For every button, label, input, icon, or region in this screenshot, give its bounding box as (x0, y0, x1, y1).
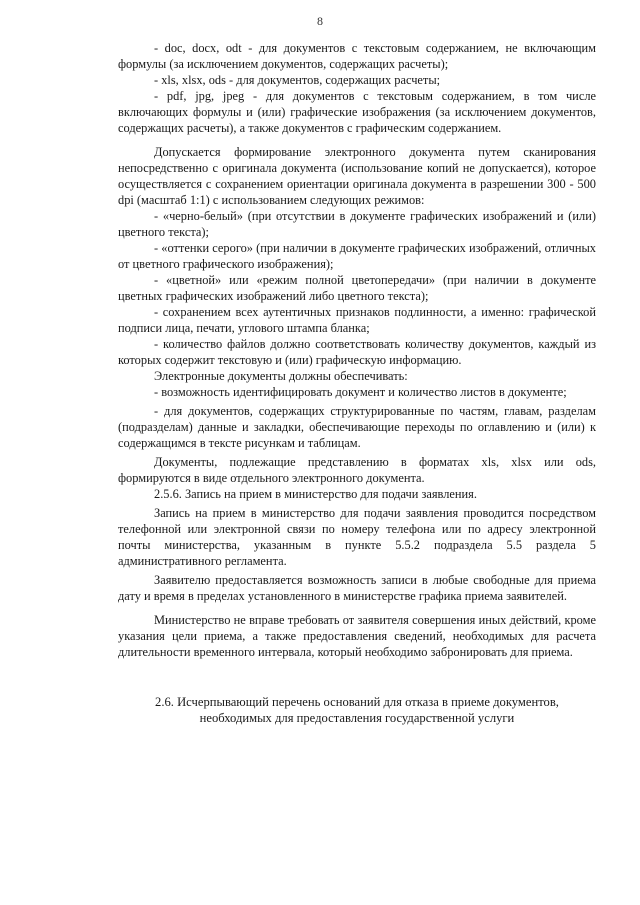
paragraph: Заявителю предоставляется возможность записи в любые свободные для приема дату и время в пределах установленного в министерстве графика приема заявителей. (118, 573, 596, 603)
paragraph: 2.5.6. Запись на прием в министерство для подачи заявления. (154, 487, 477, 501)
paragraph: - «оттенки серого» (при наличии в документе графических изображений, отличных от цветного графического изображения); (118, 241, 596, 271)
section-heading-line: необходимых для предоставления государственной услуги (199, 711, 515, 725)
document-body (118, 40, 596, 726)
paragraph: - doc, docx, odt - для документов с текстовым содержанием, не включающим формулы (за исключением документов, содержащих расчеты); (118, 41, 596, 71)
paragraph: - xls, xlsx, ods - для документов, содержащих расчеты; (154, 73, 441, 87)
paragraph: - для документов, содержащих структурированные по частям, главам, разделам (подразделам) данные и закладки, обеспечивающие переходы по оглавлению и (или) к содержащимся в тексте рисункам и таблицам. (118, 404, 596, 450)
paragraph: - количество файлов должно соответствовать количеству документов, каждый из которых содержит текстовую и (или) графическую информацию. (118, 337, 596, 367)
section-heading-line: 2.6. Исчерпывающий перечень оснований для отказа в приеме документов, (155, 695, 559, 709)
paragraph: - возможность идентифицировать документ и количество листов в документе; (154, 385, 567, 399)
paragraph: - сохранением всех аутентичных признаков подлинности, а именно: графической подписи лица, печати, углового штампа бланка; (118, 305, 596, 335)
paragraph: - pdf, jpg, jpeg - для документов с текстовым содержанием, в том числе включающих формулы и (или) графические изображения (за исключением документов, содержащих расчеты), а также документов с графическим содержанием. (118, 89, 596, 135)
paragraph: Допускается формирование электронного документа путем сканирования непосредственно с оригинала документа (использование копий не допускается), которое осуществляется с сохранением ориентации оригинала документа в разрешении 300 - 500 dpi (масштаб 1:1) с использованием следующих режимов: (118, 145, 596, 207)
paragraph: Документы, подлежащие представлению в форматах xls, xlsx или ods, формируются в виде отдельного электронного документа. (118, 455, 596, 485)
paragraph: - «черно-белый» (при отсутствии в документе графических изображений и (или) цветного текста); (118, 209, 596, 239)
paragraph: Министерство не вправе требовать от заявителя совершения иных действий, кроме указания цели приема, а также предоставления сведений, необходимых для расчета длительности временного интервала, который необходимо забронировать для приема. (118, 613, 596, 659)
paragraph: Запись на прием в министерство для подачи заявления проводится посредством телефонной или электронной связи по номеру телефона или по адресу электронной почты министерства, указанным в пункте 5.5.2 подраздела 5.5 раздела 5 административного регламента. (118, 506, 596, 568)
section-heading (118, 694, 596, 726)
page-number: 8 (317, 14, 323, 28)
paragraph: - «цветной» или «режим полной цветопередачи» (при наличии в документе цветных графических изображений либо цветного текста); (118, 273, 596, 303)
paragraph: Электронные документы должны обеспечивать: (154, 369, 408, 383)
